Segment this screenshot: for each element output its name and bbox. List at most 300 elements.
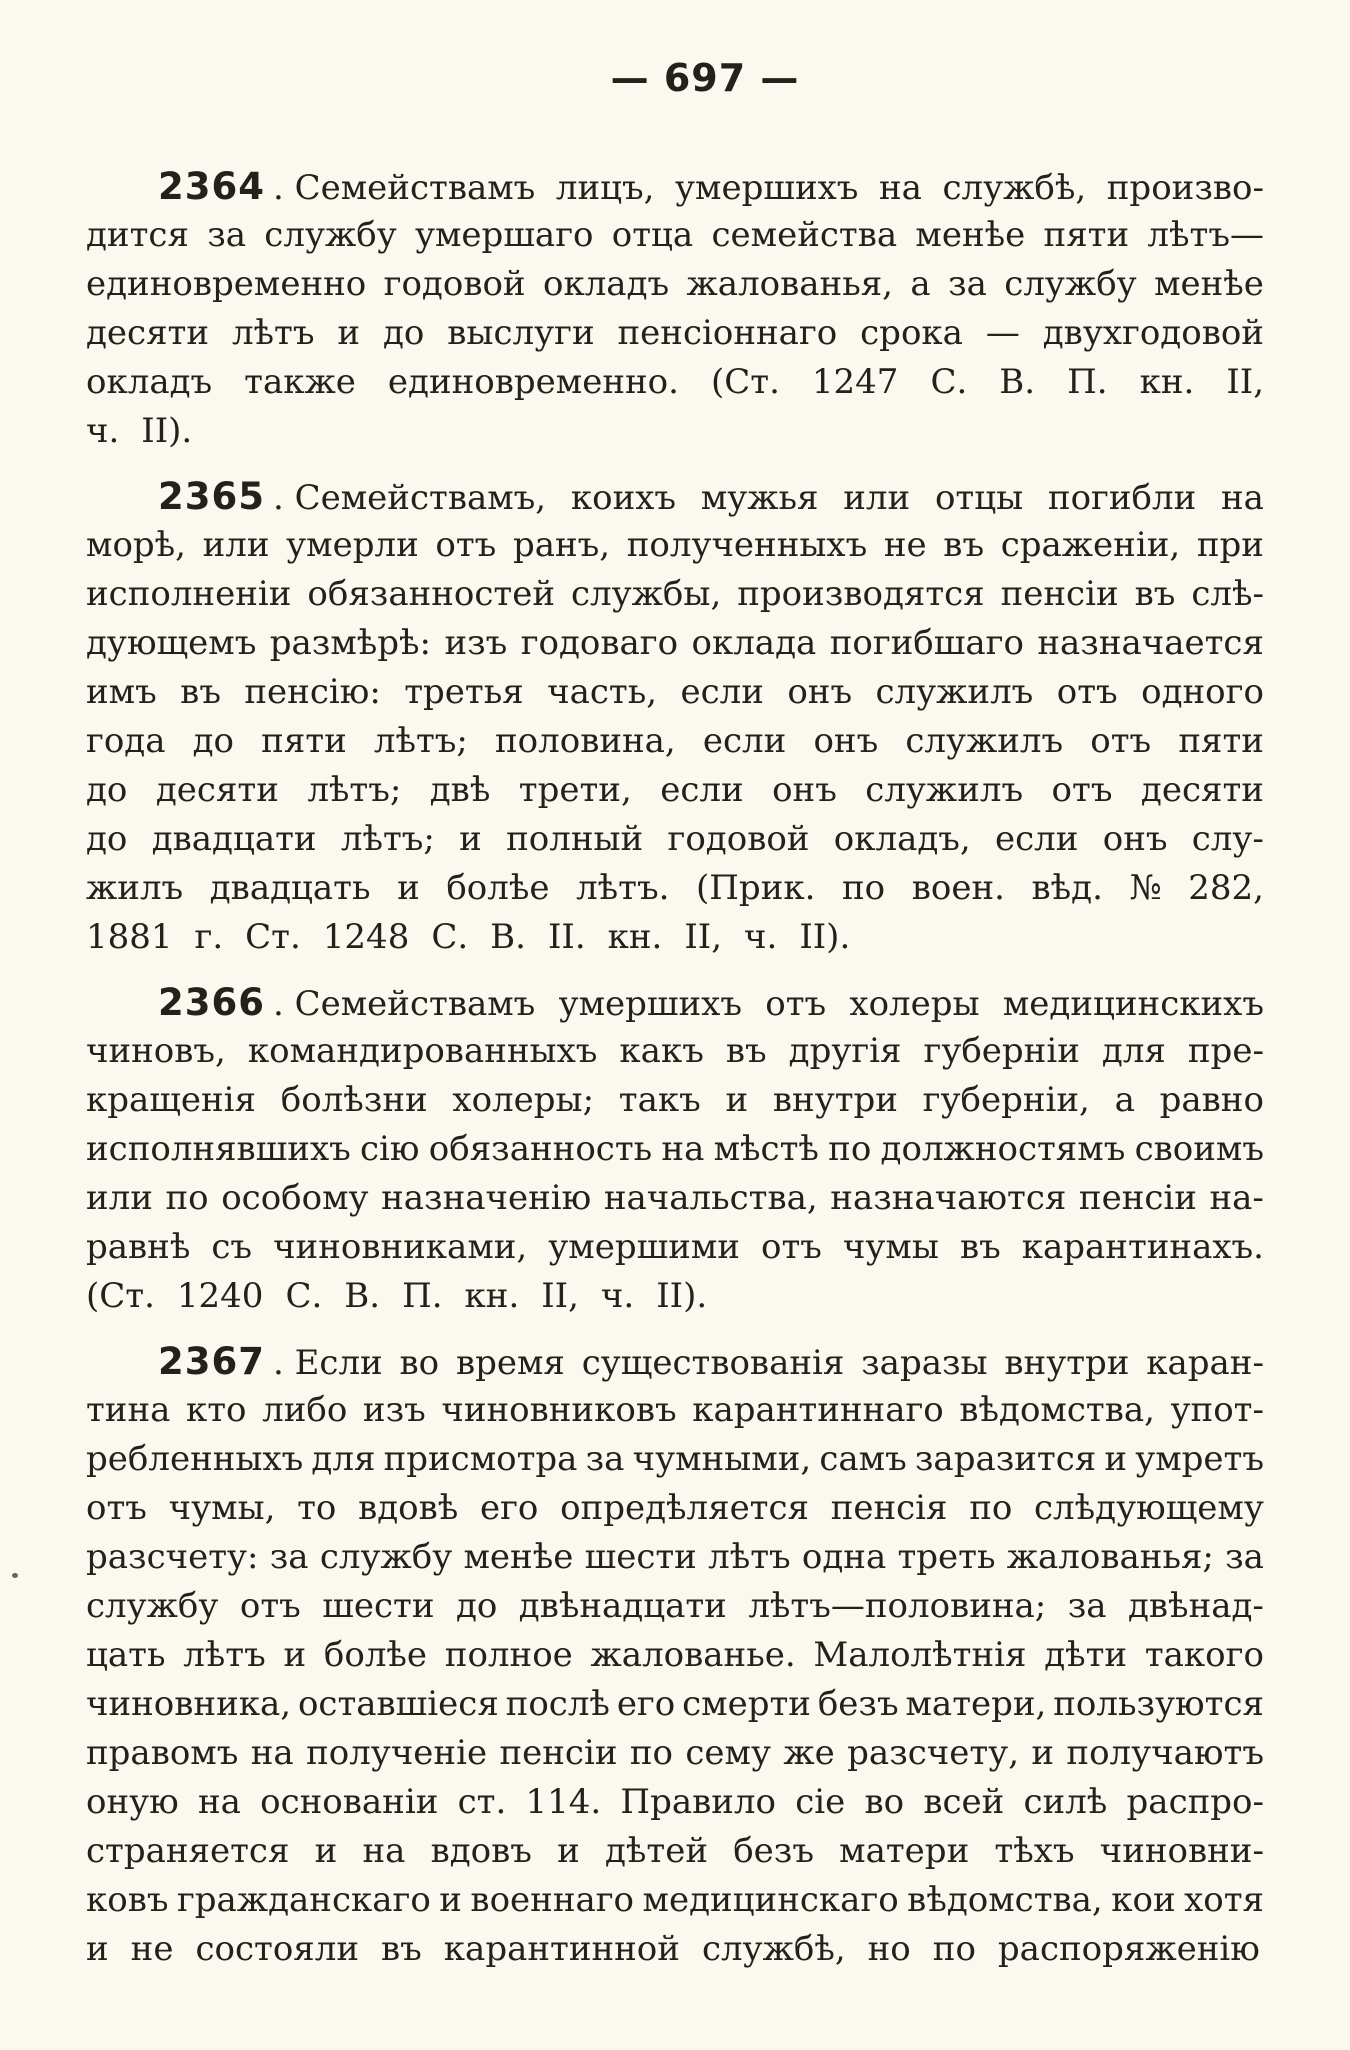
word: мужья <box>700 478 819 518</box>
article-2365 <box>86 472 1264 962</box>
text-line <box>86 1876 1264 1925</box>
word: не <box>130 1929 174 1969</box>
word: за <box>1067 1586 1107 1626</box>
word: оную <box>86 1782 179 1822</box>
word: если <box>995 819 1079 859</box>
word: на <box>879 168 922 208</box>
text-line <box>86 1223 1264 1272</box>
word: кн. <box>1139 362 1195 402</box>
word: до <box>455 1586 498 1626</box>
word: 2365 . Семействамъ, <box>158 472 546 521</box>
word: выслуги <box>447 313 595 353</box>
word: военнаго <box>470 1880 635 1920</box>
word: до <box>86 819 128 859</box>
article-number: 2366 <box>158 981 265 1024</box>
word: карантинахъ. <box>1021 1227 1264 1267</box>
word: губерніи <box>923 1031 1080 1071</box>
print-speck <box>12 1573 18 1578</box>
word: № <box>1129 868 1162 908</box>
word: другія <box>788 1031 902 1071</box>
word: командированныхъ <box>247 1031 598 1071</box>
word: служилъ <box>865 770 1024 810</box>
word: и <box>86 1929 109 1969</box>
word: служилъ <box>875 672 1034 712</box>
word: или <box>202 525 270 565</box>
word: жилъ <box>86 868 184 908</box>
word: исполнявшихъ <box>86 1129 351 1169</box>
word: пользуются <box>1053 1684 1264 1724</box>
text-line <box>86 1435 1264 1484</box>
word: въ <box>725 1031 767 1071</box>
word: а <box>910 264 931 304</box>
word: лѣтъ; <box>307 770 402 810</box>
word: кои <box>1111 1880 1176 1920</box>
word: II, <box>541 1276 579 1316</box>
word: страняется <box>86 1831 290 1871</box>
word: если <box>702 721 787 761</box>
word: десяти <box>155 770 279 810</box>
word: обязанность <box>428 1129 653 1169</box>
word: чиновни- <box>1099 1831 1264 1871</box>
text-line <box>86 358 1264 407</box>
word: и <box>1031 1733 1055 1773</box>
word: мѣстѣ <box>713 1129 819 1169</box>
word: вѣд. <box>1031 868 1103 908</box>
word: двѣнадцати <box>518 1586 727 1626</box>
word: одного <box>1141 672 1264 712</box>
word: за <box>269 1537 309 1577</box>
word: окладъ <box>542 264 670 304</box>
word: г. <box>194 917 224 957</box>
word: пенсіи <box>1078 1178 1197 1218</box>
word: отъ <box>239 1586 301 1626</box>
word: жалованья; <box>1006 1537 1214 1577</box>
article-number: 2367 <box>158 1340 265 1383</box>
word: и <box>725 1080 749 1120</box>
word: менѣе <box>463 1537 574 1577</box>
word: и <box>397 868 420 908</box>
text-line <box>86 1729 1264 1778</box>
word: отъ <box>765 984 827 1024</box>
word: умретъ <box>1135 1439 1264 1479</box>
word: на- <box>1209 1178 1264 1218</box>
word: въ <box>180 672 221 712</box>
text-line <box>86 864 1264 913</box>
word: размѣрѣ: <box>269 623 432 663</box>
word: для <box>1101 1031 1166 1071</box>
word: кн. <box>464 1276 520 1316</box>
word: умершаго <box>414 215 594 255</box>
word: годоваго <box>520 623 679 663</box>
word: В. <box>999 362 1036 402</box>
word: назначается <box>1037 623 1264 663</box>
word: ребленныхъ <box>86 1439 304 1479</box>
word: оставшіеся <box>297 1684 499 1724</box>
text-line <box>86 1582 1264 1631</box>
word: не <box>883 525 927 565</box>
word: лѣтъ <box>708 1537 791 1577</box>
word: имъ <box>86 672 157 712</box>
word: его <box>479 1488 539 1528</box>
word: II, <box>684 917 723 957</box>
word: полученныхъ <box>626 525 868 565</box>
word: полученіе <box>306 1733 488 1773</box>
text-line <box>86 260 1264 309</box>
word: трети, <box>518 770 632 810</box>
text-line <box>86 619 1264 668</box>
word: лѣтъ; <box>340 819 435 859</box>
word: двухгодовой <box>1042 313 1264 353</box>
word: двадцати <box>151 819 317 859</box>
word: или <box>843 478 911 518</box>
word: погибли <box>1047 478 1197 518</box>
article-number: 2364 <box>158 165 265 208</box>
word: морѣ, <box>86 525 186 565</box>
word: умершихъ <box>675 168 859 208</box>
word: за <box>948 264 987 304</box>
text-line <box>86 521 1264 570</box>
word: двѣнад- <box>1127 1586 1264 1626</box>
word: ч. <box>86 411 120 451</box>
word: существованія <box>581 1343 845 1383</box>
word: на <box>250 1733 294 1773</box>
word: заразится <box>914 1439 1097 1479</box>
word: В. <box>344 1276 381 1316</box>
word: ковъ <box>86 1880 169 1920</box>
word: службу <box>319 1537 453 1577</box>
word: лицъ, <box>555 168 655 208</box>
text-line <box>86 1827 1264 1876</box>
word: съ <box>211 1227 253 1267</box>
word: чиновника, <box>86 1684 292 1724</box>
word: во <box>864 1782 905 1822</box>
word: умершихъ <box>558 984 742 1024</box>
word: дующемъ <box>86 623 257 663</box>
word: по <box>842 868 886 908</box>
article-2364 <box>86 162 1264 456</box>
word: для <box>311 1439 376 1479</box>
word: и <box>314 1831 338 1871</box>
word: десяти <box>86 313 210 353</box>
word: жалованья, <box>686 264 893 304</box>
word: внутри <box>1004 1343 1130 1383</box>
word: половина, <box>495 721 676 761</box>
word: распро- <box>1126 1782 1264 1822</box>
word: въ <box>959 1227 1001 1267</box>
word: II, <box>1226 362 1264 402</box>
word: одна <box>801 1537 887 1577</box>
word: 1881 <box>86 917 173 957</box>
word: на <box>197 1782 241 1822</box>
word: семейства <box>711 215 898 255</box>
word: отъ <box>435 525 497 565</box>
word: шести <box>584 1537 697 1577</box>
text-line <box>86 913 1264 962</box>
text-line <box>86 717 1264 766</box>
word: чумы <box>842 1227 939 1267</box>
word: пенсія <box>830 1488 948 1528</box>
word: и <box>337 313 361 353</box>
word: II). <box>141 411 193 451</box>
word: губерніи, <box>922 1080 1090 1120</box>
word: равнѣ <box>86 1227 191 1267</box>
word: особому <box>221 1178 369 1218</box>
article-2367 <box>86 1337 1264 1974</box>
text-line <box>86 1076 1264 1125</box>
word: чумными, <box>632 1439 812 1479</box>
word: слу- <box>1191 819 1264 859</box>
word: отъ <box>1056 672 1118 712</box>
word: изъ <box>444 623 508 663</box>
word: слѣ- <box>1191 574 1264 614</box>
word: равно <box>1159 1080 1264 1120</box>
text-line <box>86 668 1264 717</box>
word: 282, <box>1188 868 1264 908</box>
word: и <box>459 819 482 859</box>
word: начальства, <box>603 1178 818 1218</box>
word: отъ <box>86 1488 147 1528</box>
word: въ <box>381 1929 422 1969</box>
word: матери, <box>905 1684 1047 1724</box>
word: такъ <box>618 1080 701 1120</box>
word: пяти <box>261 721 347 761</box>
word: по <box>969 1488 1013 1528</box>
text-line <box>86 1680 1264 1729</box>
word: умершими <box>548 1227 740 1267</box>
word: лѣтъ—половина; <box>748 1586 1047 1626</box>
word: окладъ, <box>833 819 971 859</box>
word: воен. <box>911 868 1005 908</box>
word: ст. <box>457 1782 507 1822</box>
word: послѣ <box>505 1684 610 1724</box>
word: изъ <box>362 1390 426 1430</box>
word: С. <box>930 362 968 402</box>
word: лѣтъ <box>183 1635 266 1675</box>
text-line <box>86 1631 1264 1680</box>
word: лѣтъ <box>231 313 315 353</box>
word: вѣдомства, <box>959 1390 1155 1430</box>
text-line <box>86 211 1264 260</box>
word: менѣе <box>1154 264 1264 304</box>
word: двадцать <box>209 868 371 908</box>
word: его <box>616 1684 676 1724</box>
word: до <box>382 313 425 353</box>
articles-body <box>86 162 1264 1974</box>
word: десяти <box>1140 770 1264 810</box>
word: ч. <box>744 917 778 957</box>
word: кто <box>186 1390 247 1430</box>
word: чиновъ, <box>86 1031 226 1071</box>
word: слѣдующему <box>1034 1488 1264 1528</box>
word: заразы <box>861 1343 988 1383</box>
word: Ст. <box>245 917 301 957</box>
text-line <box>86 309 1264 358</box>
word: 114. <box>525 1782 602 1822</box>
word: обязанностей <box>307 574 556 614</box>
text-line <box>86 815 1264 864</box>
word: каран- <box>1146 1343 1264 1383</box>
word: тина <box>86 1390 171 1430</box>
word: но <box>867 1929 911 1969</box>
word: основаніи <box>260 1782 439 1822</box>
word: 1248 <box>322 917 410 957</box>
word: цать <box>86 1635 166 1675</box>
word: окладъ <box>86 362 213 402</box>
word: если <box>680 672 764 712</box>
word: отца <box>611 215 694 255</box>
word: сіе <box>795 1782 846 1822</box>
word: В. <box>490 917 526 957</box>
text-line <box>86 1925 1264 1974</box>
word: пенсіи <box>499 1733 618 1773</box>
word: II). <box>799 917 851 957</box>
word: медицинскаго <box>642 1880 899 1920</box>
word: или <box>86 1178 153 1218</box>
word: оклада <box>691 623 817 663</box>
word: кн. <box>607 917 663 957</box>
word: состояли <box>195 1929 360 1969</box>
word: шести <box>322 1586 435 1626</box>
word: также <box>244 362 356 402</box>
word: разсчету, <box>847 1733 1019 1773</box>
article-number: 2365 <box>158 475 265 518</box>
word: всей <box>923 1782 1005 1822</box>
text-line <box>86 766 1264 815</box>
word: 2364 . Семействамъ <box>158 162 535 211</box>
word: присмотра <box>383 1439 578 1479</box>
word: отцы <box>934 478 1024 518</box>
word: холеры <box>849 984 980 1024</box>
word: полный <box>506 819 644 859</box>
word: и <box>439 1880 462 1920</box>
word: дѣти <box>1044 1635 1128 1675</box>
word: хотя <box>1184 1880 1264 1920</box>
word: вдовѣ <box>358 1488 459 1528</box>
word: отъ <box>760 1227 822 1267</box>
word: должностямъ <box>880 1129 1126 1169</box>
word: на <box>1221 478 1264 518</box>
word: единовременно. <box>387 362 679 402</box>
word: лѣтъ. <box>576 868 670 908</box>
text-line <box>86 407 1264 456</box>
word: производятся <box>737 574 985 614</box>
word: по <box>932 1929 976 1969</box>
word: такого <box>1144 1635 1264 1675</box>
text-line <box>86 162 1264 211</box>
word: двѣ <box>429 770 491 810</box>
word: вдовъ <box>430 1831 532 1871</box>
word: то <box>297 1488 337 1528</box>
word: годовой <box>383 264 526 304</box>
text-line <box>86 1337 1264 1386</box>
word: третья <box>404 672 524 712</box>
word: чиновниковъ <box>441 1390 677 1430</box>
word: болѣе <box>323 1635 428 1675</box>
word: если <box>660 770 744 810</box>
word: отъ <box>1051 770 1113 810</box>
word: силѣ <box>1023 1782 1108 1822</box>
word: службы, <box>571 574 722 614</box>
word: онъ <box>813 721 879 761</box>
word: за <box>585 1439 625 1479</box>
page-number: — 697 — <box>610 56 800 100</box>
word: по <box>828 1129 872 1169</box>
word: умерли <box>286 525 419 565</box>
word: дится <box>86 215 189 255</box>
word: пре- <box>1187 1031 1264 1071</box>
word: службу <box>1004 264 1137 304</box>
word: медицинскихъ <box>1002 984 1264 1024</box>
word: назначаются <box>830 1178 1067 1218</box>
word: до <box>192 721 235 761</box>
word: разсчету: <box>86 1537 259 1577</box>
word: распоряженію <box>997 1929 1260 1969</box>
word: карантиннаго <box>692 1390 944 1430</box>
word: какъ <box>619 1031 704 1071</box>
text-line <box>86 570 1264 619</box>
word: 2367 . Если <box>158 1337 383 1386</box>
word: во <box>399 1343 440 1383</box>
word: матери <box>839 1831 970 1871</box>
word: онъ <box>772 770 837 810</box>
word: С. <box>431 917 469 957</box>
word: на <box>661 1129 705 1169</box>
word: — <box>985 313 1020 353</box>
word: на <box>362 1831 406 1871</box>
word: годовой <box>667 819 810 859</box>
word: упот- <box>1170 1390 1264 1430</box>
word: полное <box>444 1635 573 1675</box>
article-2366 <box>86 978 1264 1321</box>
word: ранъ, <box>512 525 611 565</box>
word: единовременно <box>86 264 367 304</box>
word: службу <box>264 215 397 255</box>
word: въ <box>943 525 985 565</box>
word: получаютъ <box>1066 1733 1264 1773</box>
word: же <box>783 1733 835 1773</box>
word: гражданскаго <box>176 1880 431 1920</box>
word: коихъ <box>570 478 677 518</box>
word: и <box>283 1635 307 1675</box>
word: сію <box>360 1129 420 1169</box>
word: за <box>1225 1537 1264 1577</box>
word: опредѣляется <box>560 1488 809 1528</box>
word: пяти <box>1043 215 1130 255</box>
word: 1247 <box>811 362 899 402</box>
word: лѣтъ— <box>1147 215 1264 255</box>
word: служилъ <box>905 721 1064 761</box>
word: время <box>455 1343 565 1383</box>
text-line <box>86 1533 1264 1582</box>
word: сему <box>685 1733 771 1773</box>
word: вѣдомства, <box>907 1880 1103 1920</box>
word: болѣзни <box>280 1080 428 1120</box>
word: пенсію: <box>244 672 381 712</box>
word: менѣе <box>915 215 1026 255</box>
word: карантинной <box>443 1929 680 1969</box>
word: лѣтъ; <box>373 721 468 761</box>
word: пенсіи <box>1000 574 1119 614</box>
text-line <box>86 1484 1264 1533</box>
word: года <box>86 721 166 761</box>
word: службѣ, <box>701 1929 846 1969</box>
word: жалованье. <box>590 1635 796 1675</box>
word: а <box>1114 1080 1135 1120</box>
word: либо <box>262 1390 348 1430</box>
word: II. <box>547 917 586 957</box>
text-line <box>86 472 1264 521</box>
word: смерти <box>682 1684 811 1724</box>
